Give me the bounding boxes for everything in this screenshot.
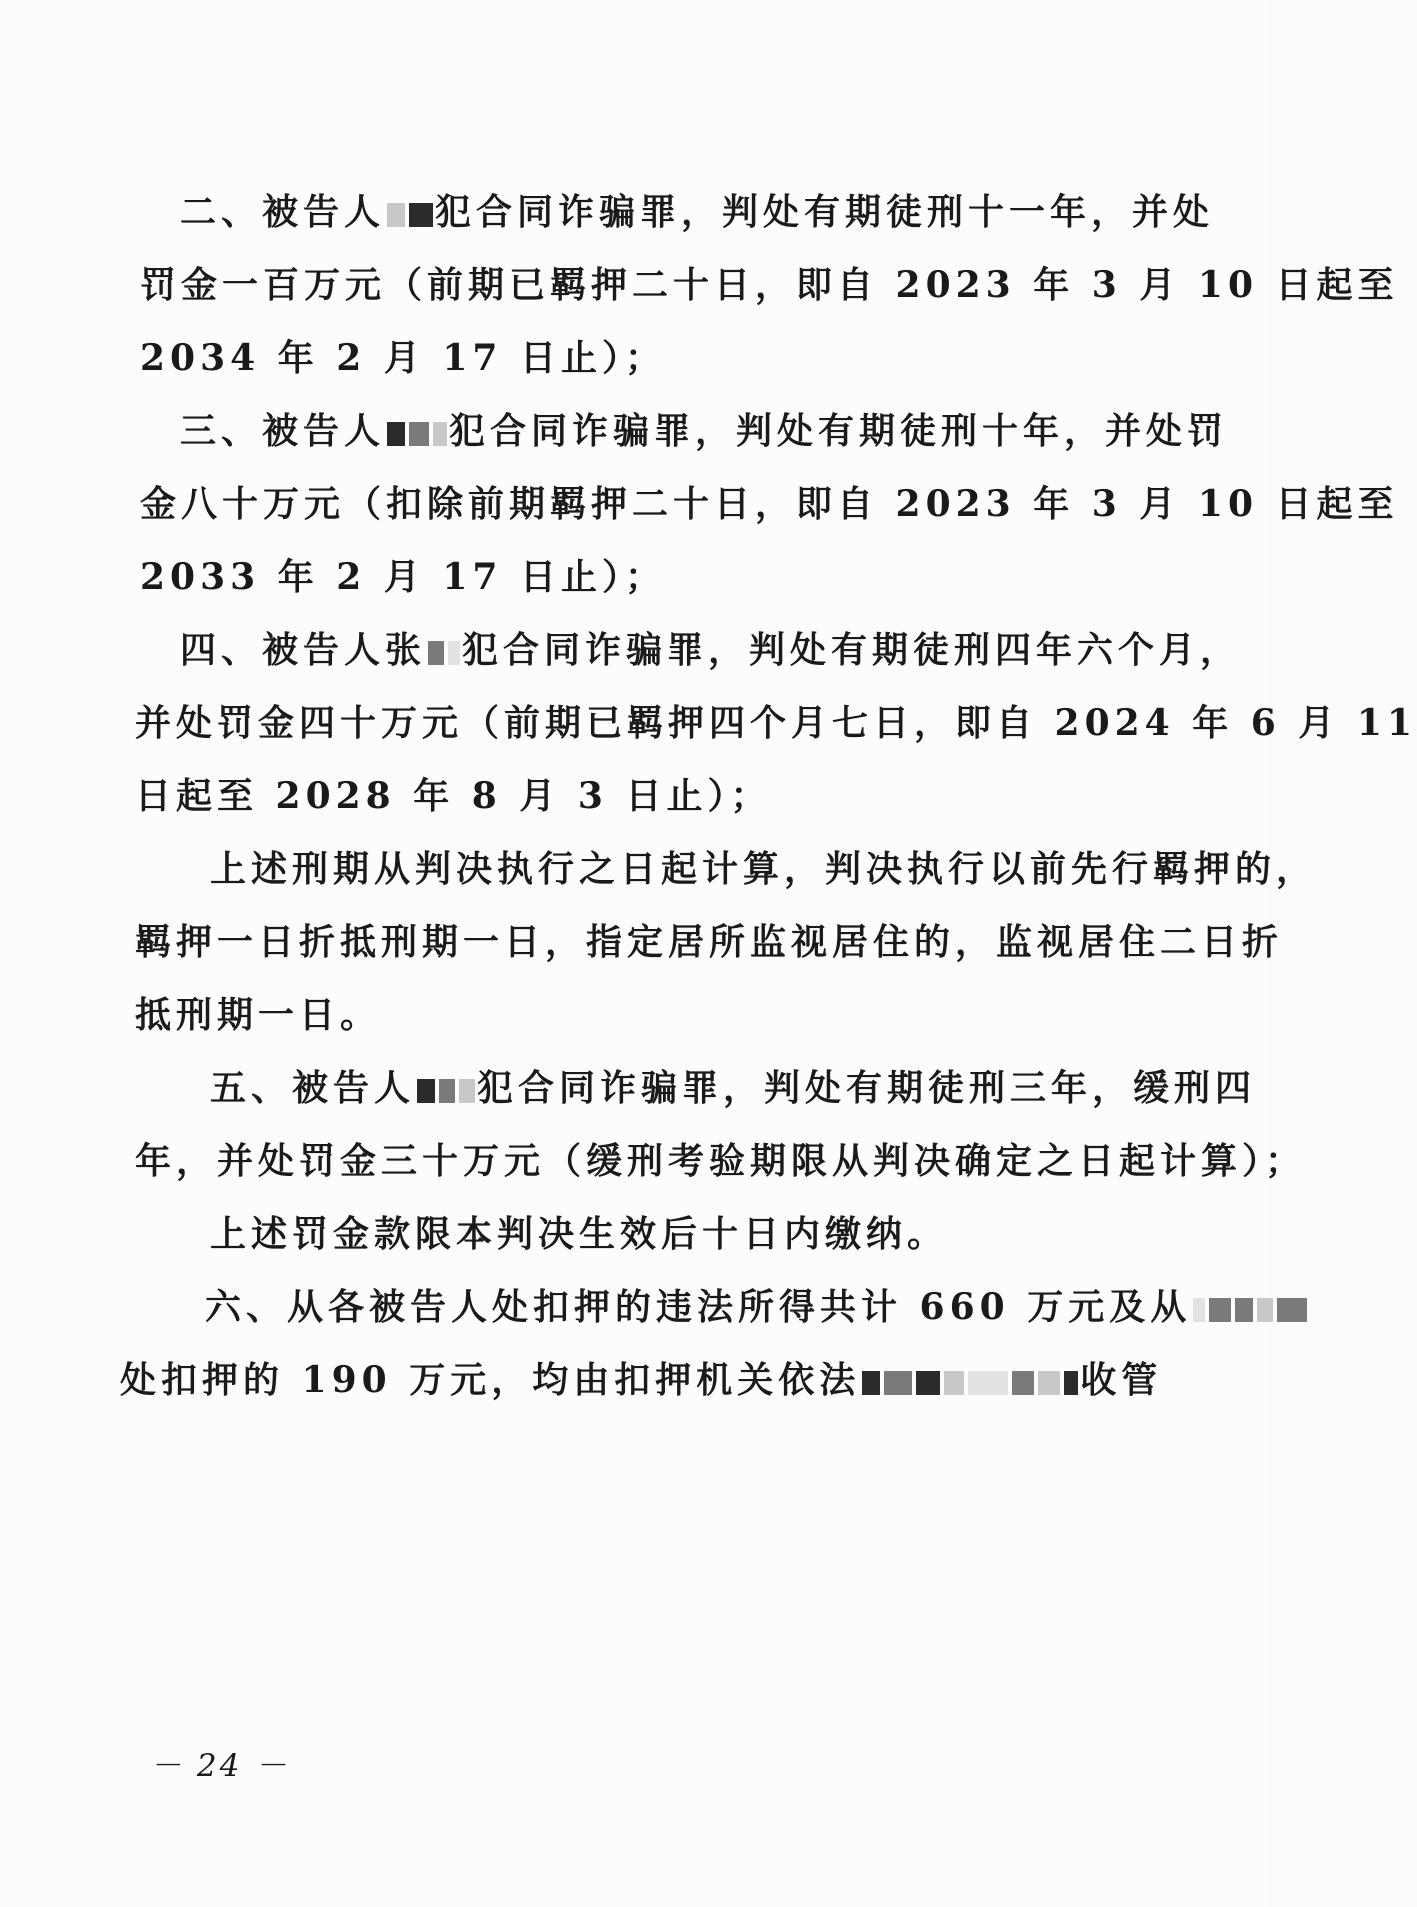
- redaction-mask: [428, 641, 444, 665]
- para2-line1: [180, 190, 1214, 234]
- redaction-mask: [387, 203, 405, 227]
- redaction-mask: [1209, 1298, 1231, 1322]
- para4-line1: [180, 628, 1241, 672]
- para6-line2: [120, 1358, 1162, 1402]
- redaction-mask: [1235, 1298, 1253, 1322]
- redaction-mask: [1064, 1371, 1078, 1395]
- redaction-mask: [417, 1079, 435, 1103]
- redaction-mask: [1038, 1371, 1060, 1395]
- para6-line1: [205, 1285, 1309, 1329]
- redaction-mask: [1193, 1298, 1205, 1322]
- redaction-mask: [459, 1079, 475, 1103]
- redaction-mask: [409, 422, 429, 446]
- text-segment: 四、被告人张: [180, 629, 427, 671]
- text-segment: 犯合同诈骗罪，判处有期徒刑三年，缓刑四: [477, 1067, 1257, 1109]
- redaction-mask: [1257, 1298, 1273, 1322]
- text-segment: 六、从各被告人处扣押的违法所得共计 660 万元及从: [205, 1286, 1192, 1328]
- text-segment: 处扣押的 190 万元，均由扣押机关依法: [120, 1359, 861, 1401]
- text-segment: 犯合同诈骗罪，判处有期徒刑十一年，并处: [435, 191, 1215, 233]
- sentence-calc-line1: 上述刑期从判决执行之日起计算，判决执行以前先行羁押的，: [210, 848, 1318, 890]
- para2-line3: 2034 年 2 月 17 日止）；: [140, 337, 667, 379]
- sentence-calc-line2: 羁押一日折抵刑期一日，指定居所监视居住的，监视居住二日折: [135, 921, 1284, 963]
- para2-line2: 罚金一百万元（前期已羁押二十日，即自 2023 年 3 月 10 日起至: [140, 264, 1399, 306]
- redaction-mask: [1012, 1371, 1034, 1395]
- text-segment: 三、被告人: [180, 410, 386, 452]
- para4-line3: 日起至 2028 年 8 月 3 日止）；: [135, 775, 772, 817]
- text-segment: 收管: [1080, 1359, 1163, 1401]
- text-segment: 五、被告人: [210, 1067, 416, 1109]
- redaction-mask: [944, 1371, 964, 1395]
- para5-line1: [210, 1066, 1256, 1110]
- redaction-mask: [884, 1371, 912, 1395]
- text-segment: 二、被告人: [180, 191, 386, 233]
- sentence-calc-line3: 抵刑期一日。: [135, 994, 382, 1036]
- redaction-mask: [448, 641, 460, 665]
- redaction-mask: [439, 1079, 455, 1103]
- para4-line2: 并处罚金四十万元（前期已羁押四个月七日，即自 2024 年 6 月 11: [135, 702, 1417, 744]
- redaction-mask: [387, 422, 405, 446]
- redaction-mask: [1277, 1298, 1307, 1322]
- page-number: － 24 －: [150, 1748, 290, 1784]
- redaction-mask: [916, 1371, 940, 1395]
- text-segment: 犯合同诈骗罪，判处有期徒刑四年六个月，: [462, 629, 1242, 671]
- para3-line3: 2033 年 2 月 17 日止）；: [140, 556, 667, 598]
- redaction-mask: [862, 1371, 880, 1395]
- para3-line1: [180, 409, 1228, 453]
- fine-payment-line: 上述罚金款限本判决生效后十日内缴纳。: [210, 1213, 949, 1255]
- redaction-mask: [409, 203, 433, 227]
- text-segment: 犯合同诈骗罪，判处有期徒刑十年，并处罚: [449, 410, 1229, 452]
- para3-line2: 金八十万元（扣除前期羁押二十日，即自 2023 年 3 月 10 日起至: [140, 483, 1399, 525]
- redaction-mask: [968, 1371, 1008, 1395]
- para5-line2: 年，并处罚金三十万元（缓刑考验期限从判决确定之日起计算）；: [135, 1140, 1307, 1182]
- redaction-mask: [433, 422, 447, 446]
